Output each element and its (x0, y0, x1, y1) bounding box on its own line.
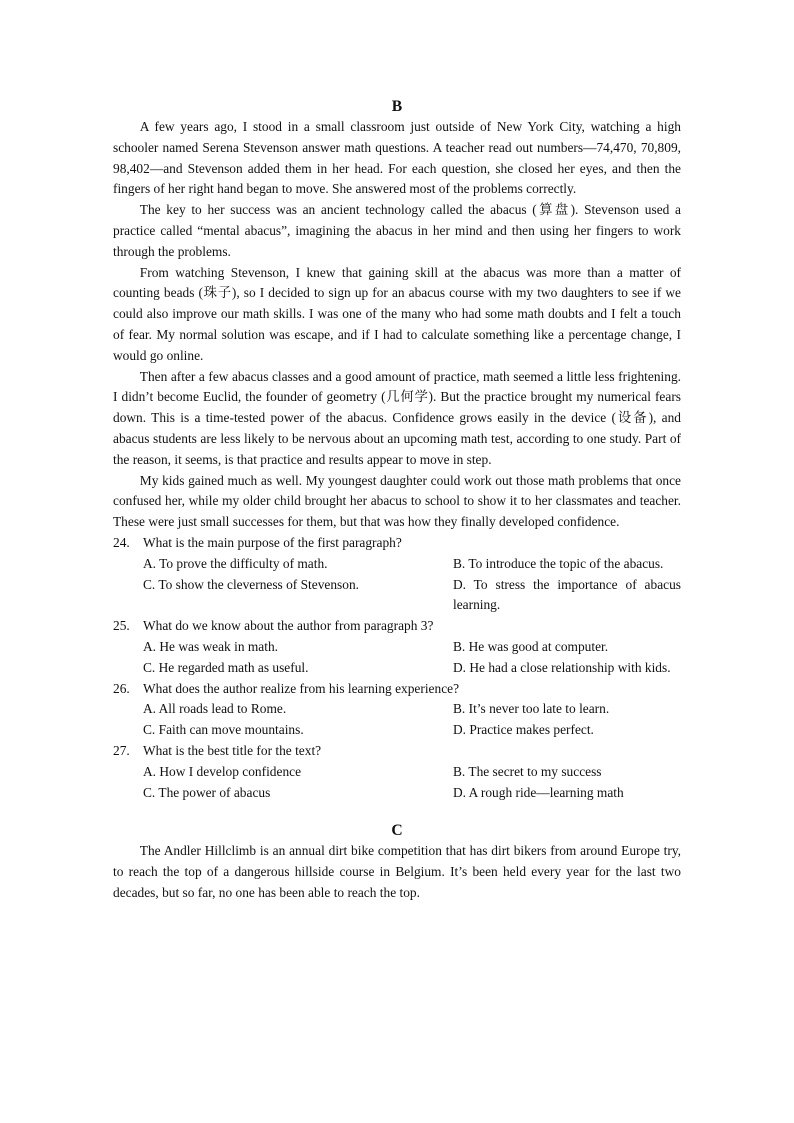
question-27 (113, 741, 681, 803)
section-c-paragraph-1: The Andler Hillclimb is an annual dirt bike competition that has dirt bikers from around Europe try, to reach the top of a dangerous hillside course in Belgium. It’s been held every year for the last two decades, but so far, no one has been able to reach the top. (113, 843, 681, 900)
option-a[interactable]: A. He was weak in math. (143, 638, 278, 654)
question-number: 25. (113, 618, 130, 634)
question-26 (113, 679, 681, 741)
option-a[interactable]: A. How I develop confidence (143, 763, 302, 779)
option-c[interactable]: C. He regarded math as useful. (143, 659, 309, 675)
option-d[interactable]: D. A rough ride—learning math (453, 784, 624, 800)
section-b-heading: B (391, 98, 403, 115)
question-number: 24. (113, 534, 130, 550)
paragraph-3: From watching Stevenson, I knew that gaining skill at the abacus was more than a matter of counting beads (珠子), so I decided to sign up for an abacus course with my two daughters to see if we could also improve our math skills. I was one of the many who had some math doubts and I felt a touch of fear. My normal solution was escape, and if I had to calculate something like a percentage change, I would go online. (113, 264, 681, 363)
option-a[interactable]: A. All roads lead to Rome. (143, 701, 287, 717)
question-number: 26. (113, 680, 130, 696)
question-text: What is the best title for the text? (143, 742, 322, 758)
question-text: What is the main purpose of the first paragraph? (143, 534, 402, 550)
option-c[interactable]: C. To show the cleverness of Stevenson. (143, 576, 360, 592)
option-b[interactable]: B. To introduce the topic of the abacus. (453, 555, 664, 571)
option-c[interactable]: C. Faith can move mountains. (143, 722, 304, 738)
paragraph-1: A few years ago, I stood in a small classroom just outside of New York City, watching a high schooler named Serena Stevenson answer math questions. A teacher read out numbers—74,470, 70,809, 98,402—and Stevenson added them in her head. For each question, she closed her eyes, and then the fingers of her right hand began to move. She answered most of the problems correctly. (113, 119, 681, 197)
paragraph-5: My kids gained much as well. My youngest daughter could work out those math problems that once confused her, while my older child brought her abacus to school to show it to her classmates and teacher. These were just small successes for them, but that was how they finally developed confidence. (113, 472, 681, 530)
options (113, 762, 681, 804)
option-b[interactable]: B. The secret to my success (453, 763, 602, 779)
question-number: 27. (113, 742, 130, 758)
section-c-heading: C (391, 822, 403, 840)
paragraph-2: The key to her success was an ancient technology called the abacus (算盘). Stevenson used a practice called “mental abacus”, imagining the abacus in her mind and then using her fingers to work through the problems. (113, 202, 681, 259)
question-text: What does the author realize from his learning experience? (143, 680, 460, 696)
question-25 (113, 616, 681, 678)
question-24 (113, 533, 681, 616)
option-b[interactable]: B. It’s never too late to learn. (453, 701, 610, 717)
options (113, 637, 681, 679)
options (113, 699, 681, 741)
option-d[interactable]: D. Practice makes perfect. (453, 722, 594, 738)
option-b[interactable]: B. He was good at computer. (453, 638, 609, 654)
option-d[interactable]: D. To stress the importance of abacus learning. (453, 576, 681, 613)
option-c[interactable]: C. The power of abacus (143, 784, 271, 800)
option-d[interactable]: D. He had a close relationship with kids. (453, 659, 671, 675)
paragraph-4: Then after a few abacus classes and a good amount of practice, math seemed a little less frightening. I didn’t become Euclid, the founder of geometry (几何学). But the practice brought my numerical fears down. This is a time-tested power of the abacus. Confidence grows easily in the device (设备), and abacus students are less likely to be nervous about an upcoming math test, according to one study. Part of the reason, it seems, is that practice and results appear to move in step. (113, 368, 681, 467)
options (113, 554, 681, 616)
question-text: What do we know about the author from paragraph 3? (143, 618, 434, 634)
exam-page (113, 96, 681, 904)
option-a[interactable]: A. To prove the difficulty of math. (143, 555, 328, 571)
